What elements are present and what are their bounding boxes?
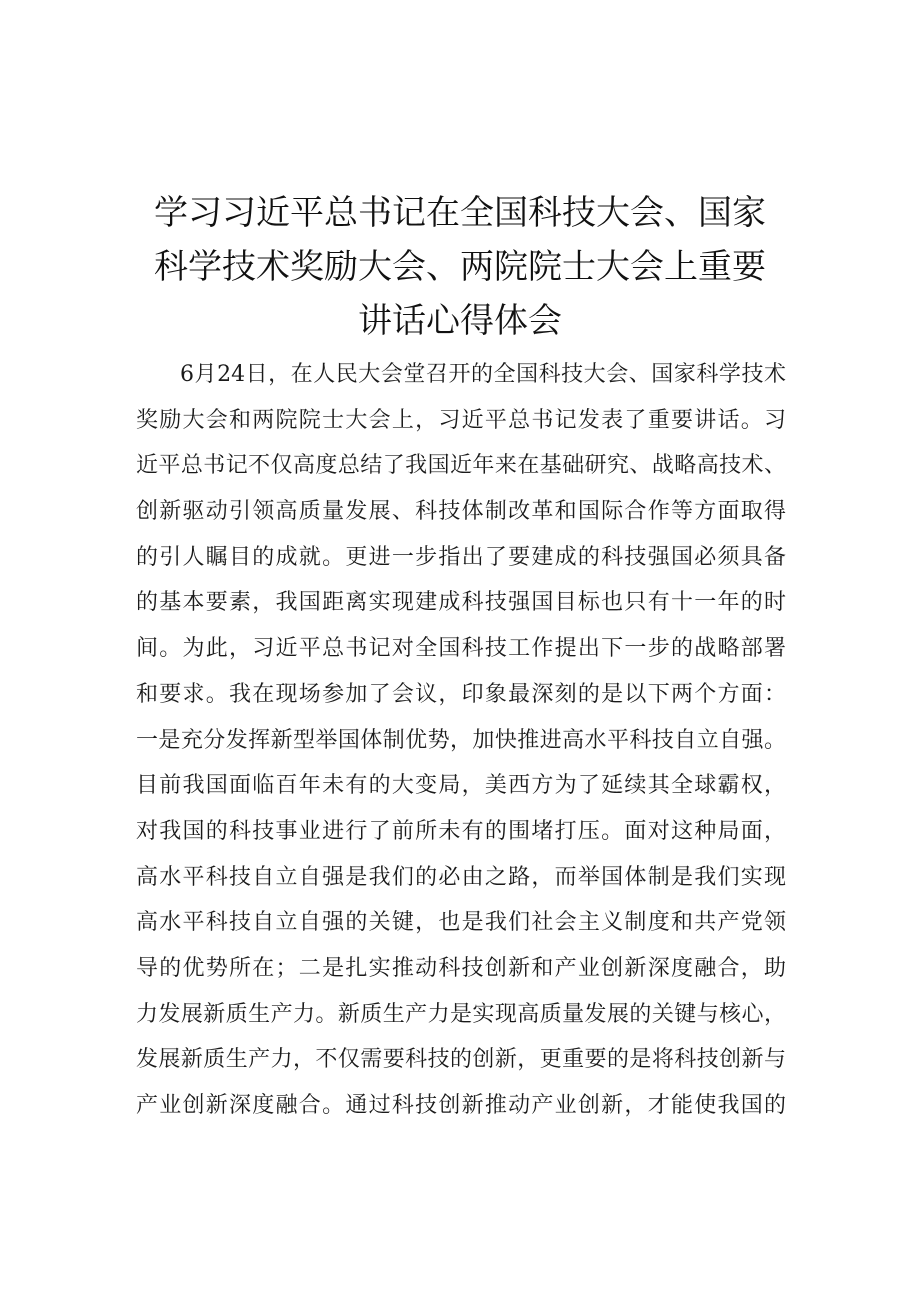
body-line: 一是充分发挥新型举国体制优势，加快推进高水平科技自立自强。 [136, 727, 786, 753]
body-line: 间。为此，习近平总书记对全国科技工作提出下一步的战略部署 [136, 636, 786, 662]
body-line: 高水平科技自立自强的关键，也是我们社会主义制度和共产党领 [136, 910, 786, 936]
body-line: 导的优势所在；二是扎实推动科技创新和产业创新深度融合，助 [136, 955, 786, 981]
body-line: 产业创新深度融合。通过科技创新推动产业创新，才能使我国的 [136, 1093, 786, 1118]
body-line: 力发展新质生产力。新质生产力是实现高质量发展的关键与核心， [136, 1001, 786, 1027]
title-line-2: 科学技术奖励大会、两院院士大会上重要 [154, 246, 766, 287]
title-line-3: 讲话心得体会 [358, 300, 562, 341]
document-body [136, 352, 786, 1129]
body-line: 和要求。我在现场参加了会议，印象最深刻的是以下两个方面： [136, 681, 786, 707]
body-line: 奖励大会和两院院士大会上，习近平总书记发表了重要讲话。习 [136, 407, 786, 433]
body-line: 对我国的科技事业进行了前所未有的围堵打压。面对这种局面， [136, 818, 786, 844]
body-line: 近平总书记不仅高度总结了我国近年来在基础研究、战略高技术、 [136, 453, 786, 479]
body-line: 6月24日，在人民大会堂召开的全国科技大会、国家科学技术 [180, 362, 786, 387]
body-line: 目前我国面临百年未有的大变局，美西方为了延续其全球霸权， [136, 773, 786, 799]
document-title [100, 186, 820, 348]
body-line: 的引人瞩目的成就。更进一步指出了要建成的科技强国必须具备 [136, 544, 786, 570]
body-line: 发展新质生产力，不仅需要科技的创新，更重要的是将科技创新与 [136, 1047, 786, 1073]
body-line: 创新驱动引领高质量发展、科技体制改革和国际合作等方面取得 [136, 499, 786, 525]
title-line-1: 学习习近平总书记在全国科技大会、国家 [154, 192, 766, 233]
body-line: 高水平科技自立自强是我们的必由之路，而举国体制是我们实现 [136, 864, 786, 890]
body-line: 的基本要素，我国距离实现建成科技强国目标也只有十一年的时 [136, 590, 786, 616]
